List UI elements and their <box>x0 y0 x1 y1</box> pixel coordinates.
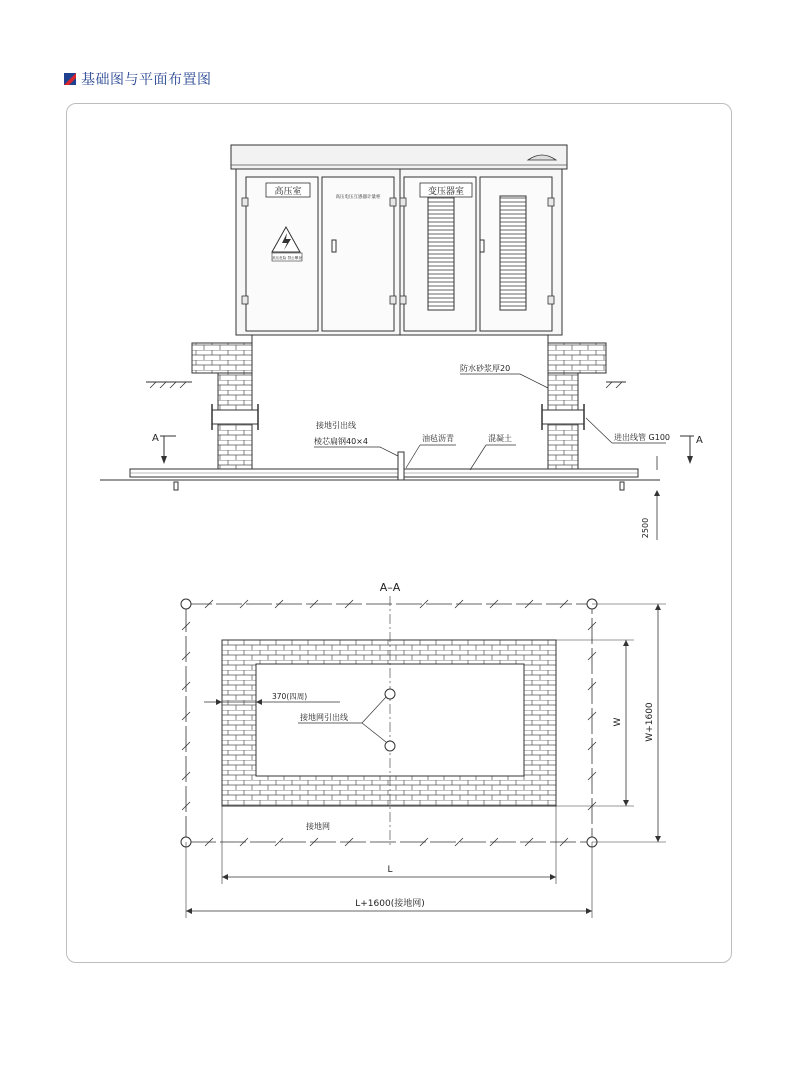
ground-rod <box>398 452 404 480</box>
label-panel: 高压电压互感器计量柜 <box>335 195 381 200</box>
label-ground-lead-plan: 接地网引出线 <box>300 713 348 722</box>
ground-electrode <box>181 599 191 609</box>
warning-text: 高压危险 禁止攀登 <box>272 256 302 260</box>
section-marker-right: A <box>696 435 703 446</box>
label-concrete: 混凝土 <box>488 434 512 443</box>
conduit-pipe <box>212 410 258 424</box>
brick-pier-right <box>548 343 606 373</box>
label-steel: 棱芯扁钢40×4 <box>314 437 368 446</box>
dim-w: W <box>613 717 623 727</box>
label-wall-thickness: 370(四周) <box>272 692 308 701</box>
elevation-view <box>100 145 703 540</box>
ground-lead-point <box>385 741 395 751</box>
door-handle <box>480 240 484 252</box>
hv-door-right <box>322 177 394 331</box>
section-marker-left: A <box>152 433 159 444</box>
dim-w1600: W+1600 <box>645 702 655 742</box>
ground-lead-point <box>385 689 395 699</box>
door-handle <box>332 240 336 252</box>
label-hv-room: 高压室 <box>274 187 302 197</box>
page-title: 基础图与平面布置图 <box>81 72 212 88</box>
label-waterproof: 防水砂浆厚20 <box>460 364 511 373</box>
dim-depth: 2500 <box>641 517 650 539</box>
label-asphalt: 油毡沥青 <box>422 434 454 443</box>
conduit-pipe <box>542 410 584 424</box>
label-pipe: 进出线管 G100 <box>614 433 671 442</box>
plan-view <box>181 581 666 918</box>
plan-title: A–A <box>379 581 401 594</box>
louver-right <box>500 196 526 310</box>
brick-foundation-ring <box>222 640 556 806</box>
label-ground-grid: 接地网 <box>306 822 330 831</box>
brick-pier-left <box>192 343 252 373</box>
label-transformer-room: 变压器室 <box>427 187 465 197</box>
label-ground-lead: 接地引出线 <box>316 421 356 430</box>
dim-l: L <box>387 865 393 875</box>
dim-l1600: L+1600(接地网) <box>355 899 425 909</box>
louver-left <box>428 196 454 310</box>
